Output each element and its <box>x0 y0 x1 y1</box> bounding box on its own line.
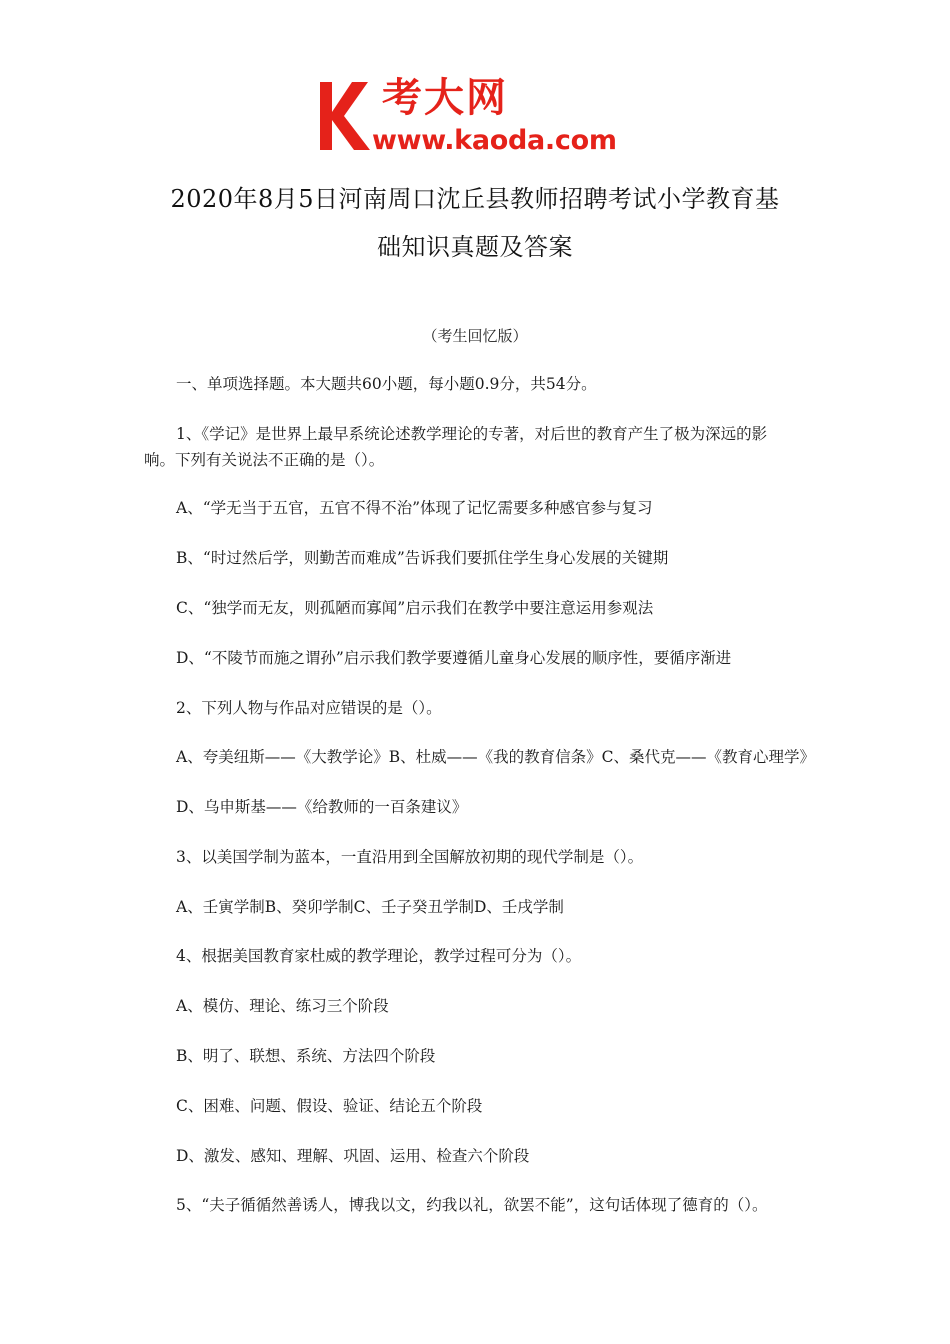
question-1-option-a: A、“学无当于五官，五官不得不治”体现了记忆需要多种感官参与复习 <box>176 499 653 517</box>
question-4-stem: 4、根据美国教育家杜威的教学理论，教学过程可分为（）。 <box>176 947 582 965</box>
logo-k-icon <box>316 78 378 154</box>
question-5-stem: 5、“夫子循循然善诱人，博我以文，约我以礼，欲罢不能”，这句话体现了德育的（）。 <box>176 1196 768 1214</box>
document-title-line2: 础知识真题及答案 <box>377 233 573 261</box>
question-4-option-a: A、模仿、理论、练习三个阶段 <box>176 997 389 1015</box>
document-title-line1: 2020年8月5日河南周口沈丘县教师招聘考试小学教育基 <box>170 185 780 213</box>
question-3-options: A、壬寅学制B、癸卯学制C、壬子癸丑学制D、壬戌学制 <box>176 898 564 916</box>
kaoda-logo <box>316 74 640 160</box>
section-heading: 一、单项选择题。本大题共60小题，每小题0.9分，共54分。 <box>176 375 597 393</box>
question-1-option-b: B、“时过然后学，则勤苦而难成”告诉我们要抓住学生身心发展的关键期 <box>176 549 669 567</box>
question-4-option-b: B、明了、联想、系统、方法四个阶段 <box>176 1047 436 1065</box>
question-4-option-d: D、激发、感知、理解、巩固、运用、检查六个阶段 <box>176 1147 530 1165</box>
question-2-options-abc: A、夸美纽斯——《大教学论》B、杜威——《我的教育信条》C、桑代克——《教育心理学》 <box>176 748 815 766</box>
logo-brand-name: 考大网 <box>382 75 508 121</box>
question-1-stem: 1、《学记》是世界上最早系统论述教学理论的专著，对后世的教育产生了极为深远的影 <box>176 425 768 443</box>
question-1-option-c: C、“独学而无友，则孤陋而寡闻”启示我们在教学中要注意运用参观法 <box>176 599 654 617</box>
question-1-stem-cont: 响。下列有关说法不正确的是（）。 <box>144 451 385 469</box>
document-subtitle: （考生回忆版） <box>422 327 528 345</box>
question-2-option-d: D、乌申斯基——《给教师的一百条建议》 <box>176 798 468 816</box>
question-2-stem: 2、下列人物与作品对应错误的是（）。 <box>176 699 442 717</box>
question-3-stem: 3、以美国学制为蓝本，一直沿用到全国解放初期的现代学制是（）。 <box>176 848 644 866</box>
logo-url: www.kaoda.com <box>372 125 617 156</box>
question-1-option-d: D、“不陵节而施之谓孙”启示我们教学要遵循儿童身心发展的顺序性，要循序渐进 <box>176 649 732 667</box>
question-4-option-c: C、困难、问题、假设、验证、结论五个阶段 <box>176 1097 483 1115</box>
